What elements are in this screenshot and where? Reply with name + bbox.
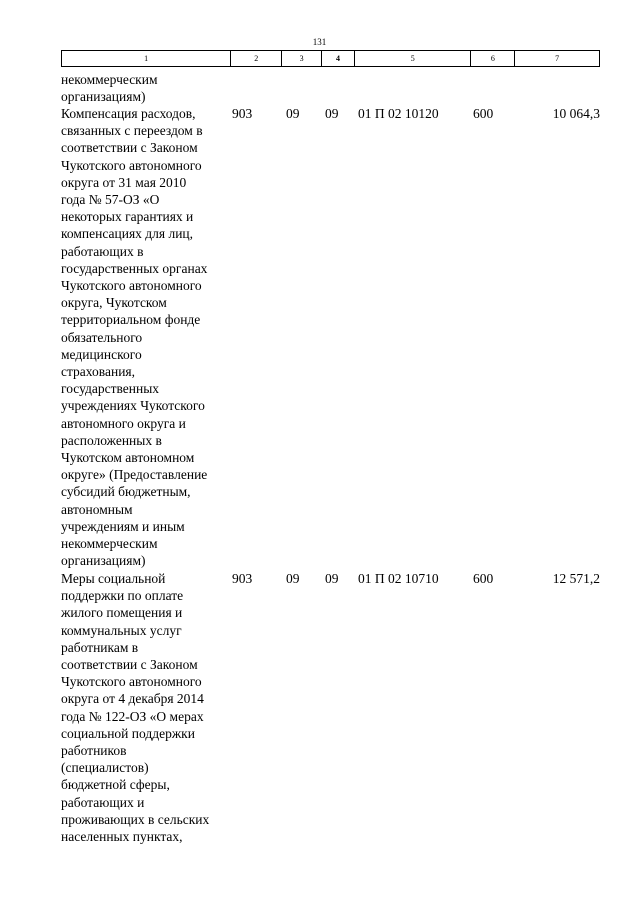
name-line: работающих и: [61, 794, 145, 810]
name-line: автономным: [61, 501, 133, 517]
name-line: населенных пунктах,: [61, 829, 183, 845]
name-line: государственных органах: [61, 260, 208, 276]
name-line: округа, Чукотском: [61, 295, 167, 311]
name-line: округе» (Предоставление: [61, 467, 208, 483]
name-line: учреждениях Чукотского: [61, 398, 205, 414]
name-line: расположенных в: [61, 432, 162, 448]
name-line: работникам в: [61, 639, 139, 655]
subsection-code: 09: [325, 106, 339, 121]
target-article-code: 01 П 02 10120: [358, 106, 439, 121]
grbs-code: 903: [232, 571, 253, 586]
name-line: Меры социальной: [61, 571, 166, 586]
page-number: 131: [312, 37, 327, 47]
header-col-1: 1: [62, 51, 231, 66]
header-col-3: 3: [282, 51, 322, 66]
name-line: соответствии с Законом: [61, 657, 198, 673]
row-name: [61, 570, 231, 845]
name-line: Чукотского автономного: [61, 157, 202, 173]
name-line: некоммерческим: [61, 72, 158, 87]
name-line: Чукотском автономном: [61, 450, 195, 466]
header-col-7: 7: [555, 54, 560, 63]
name-line: проживающих в сельских: [61, 811, 210, 827]
name-line: организациям): [61, 89, 146, 105]
name-line: медицинского: [61, 346, 142, 362]
name-line: учреждениям и иным: [61, 518, 185, 534]
amount: 12 571,2: [552, 571, 600, 586]
name-line: коммунальных услуг: [61, 622, 182, 638]
name-line: государственных: [61, 381, 160, 397]
target-article-code: 01 П 02 10710: [358, 571, 439, 586]
name-line: обязательного: [61, 329, 143, 345]
name-line: некоторых гарантиях и: [61, 209, 194, 225]
amount: 10 064,3: [552, 106, 600, 121]
subsection-code: 09: [325, 571, 339, 586]
name-line: бюджетной сферы,: [61, 777, 170, 793]
section-code: 09: [286, 571, 300, 586]
table-header: [61, 50, 600, 67]
name-line: связанных с переездом в: [61, 123, 203, 139]
name-line: года № 57-ОЗ «О: [61, 192, 160, 208]
header-col-6: 6: [471, 51, 515, 66]
header-col-5: 5: [355, 51, 472, 66]
name-line: года № 122-ОЗ «О мерах: [61, 708, 204, 724]
name-line: (специалистов): [61, 760, 149, 776]
name-line: субсидий бюджетным,: [61, 484, 191, 500]
name-line: Чукотского автономного: [61, 674, 202, 690]
name-line: соответствии с Законом: [61, 140, 198, 156]
name-line: работников: [61, 743, 127, 759]
name-line: компенсациях для лиц,: [61, 226, 194, 242]
name-line: жилого помещения и: [61, 605, 183, 621]
row-name: [61, 71, 231, 105]
section-code: 09: [286, 106, 300, 121]
expense-type-code: 600: [473, 571, 494, 586]
name-line: Компенсация расходов,: [61, 106, 196, 121]
name-line: Чукотского автономного: [61, 278, 202, 294]
name-line: автономного округа и: [61, 415, 186, 431]
header-col-4: 4: [322, 51, 355, 66]
row-name: [61, 105, 231, 569]
name-line: некоммерческим: [61, 536, 158, 552]
name-line: округа от 31 мая 2010: [61, 174, 187, 190]
grbs-code: 903: [232, 106, 253, 121]
name-line: территориальном фонде: [61, 312, 201, 328]
header-col-2: 2: [231, 51, 282, 66]
name-line: страхования,: [61, 364, 136, 380]
name-line: поддержки по оплате: [61, 588, 184, 604]
name-line: организациям): [61, 553, 146, 569]
name-line: округа от 4 декабря 2014: [61, 691, 204, 707]
name-line: работающих в: [61, 243, 144, 259]
name-line: социальной поддержки: [61, 725, 195, 741]
expense-type-code: 600: [473, 106, 494, 121]
